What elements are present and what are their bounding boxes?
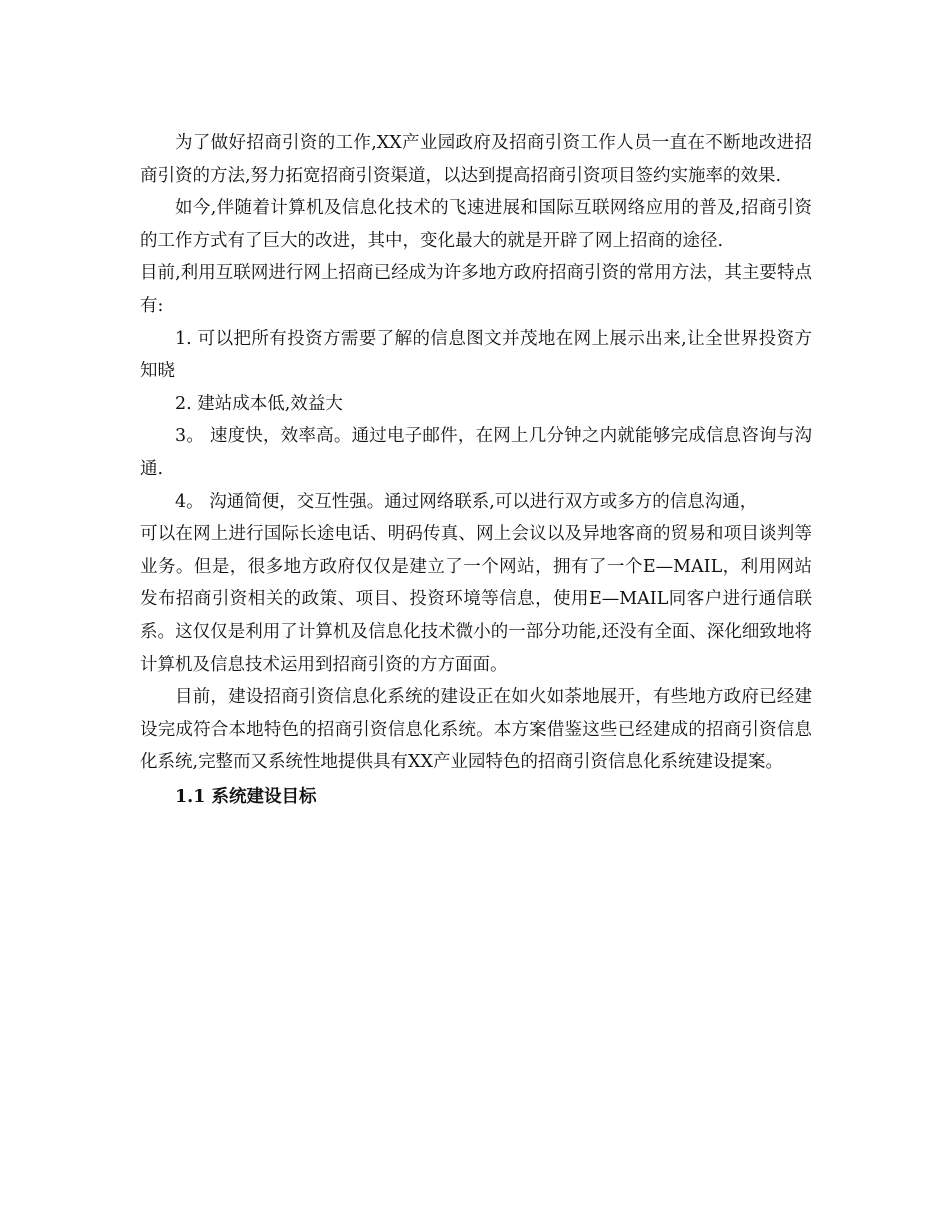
list-item-1: 1. 可以把所有投资方需要了解的信息图文并茂地在网上展示出来,让全世界投资方知晓: [140, 328, 812, 382]
list-item-4: 4。 沟通简便，交互性强。通过网络联系,可以进行双方或多方的信息沟通，: [175, 491, 758, 512]
paragraph-proposal: 目前，建设招商引资信息化系统的建设正在如火如荼地展开，有些地方政府已经建设完成符合本地特色的招商引资信息化系统。本方案借鉴这些已经建成的招商引资信息化系统,完整而又系统性地提供具有XX产业园特色的招商引资信息化系统建设提案。: [140, 687, 812, 773]
list-item-2: 2. 建站成本低,效益大: [175, 393, 343, 414]
document-body: [140, 127, 812, 813]
list-item-3: 3。 速度快，效率高。通过电子邮件，在网上几分钟之内就能够完成信息咨询与沟通.: [140, 426, 812, 479]
paragraph-current-situation: 可以在网上进行国际长途电话、明码传真、网上会议以及异地客商的贸易和项目谈判等业务。但是，很多地方政府仅仅是建立了一个网站，拥有了一个E—MAIL，利用网站发布招商引资相关的政策、项目、投资环境等信息，使用E—MAIL同客户进行通信联系。这仅仅是利用了计算机及信息化技术微小的一部分功能,还没有全面、深化细致地将计算机及信息技术运用到招商引资的方方面面。: [140, 524, 812, 675]
paragraph-background: 如今,伴随着计算机及信息化技术的飞速进展和国际互联网络应用的普及,招商引资的工作方式有了巨大的改进，其中，变化最大的就是开辟了网上招商的途径.: [140, 198, 812, 251]
paragraph-intro: 为了做好招商引资的工作,XX产业园政府及招商引资工作人员一直在不断地改进招商引资的方法,努力拓宽招商引资渠道，以达到提高招商引资项目签约实施率的效果.: [140, 133, 812, 186]
section-heading: 1.1 系统建设目标: [175, 786, 317, 807]
paragraph-features-intro: 目前,利用互联网进行网上招商已经成为许多地方政府招商引资的常用方法，其主要特点有:: [140, 263, 812, 316]
